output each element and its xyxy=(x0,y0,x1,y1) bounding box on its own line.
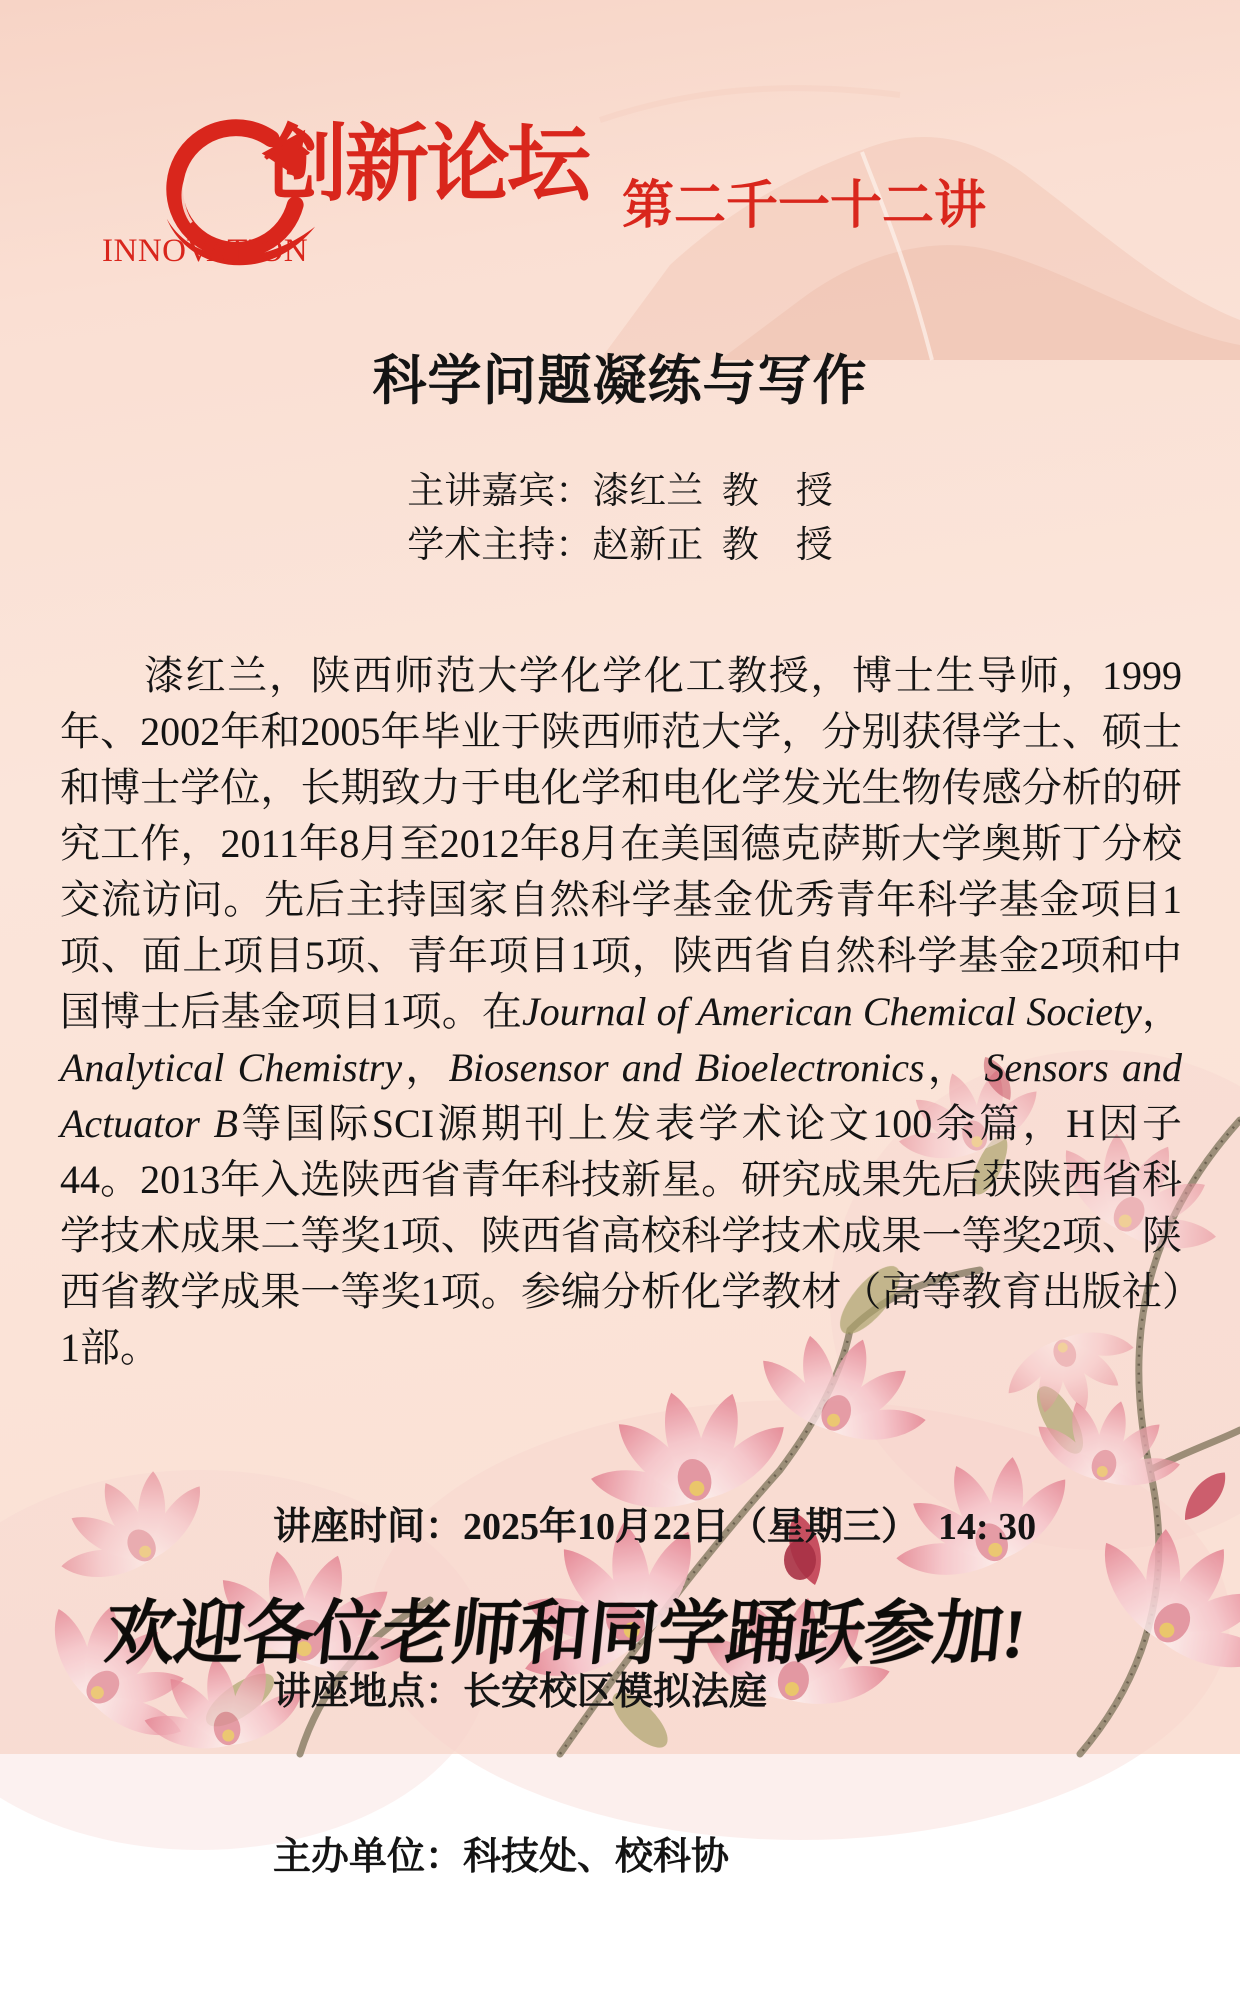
organizer-label: 主办单位： xyxy=(273,1836,464,1878)
time-value: 2025年10月22日（星期三） 14: 30 xyxy=(463,1506,1037,1548)
organizer-value: 科技处、校科协 xyxy=(463,1836,730,1878)
forum-name: 创新论坛 xyxy=(264,117,589,211)
bio-text: 漆红兰，陕西师范大学化学化工教授，博士生导师，1999年、2002年和2005年毕业于陕西师范大学，分别获得学士、硕士和博士学位，长期致力于电化学和电化学发光生物传感分析的研究工作，2011年8月至2012年8月在美国德克萨斯大学奥斯丁分校交流访问。先后主持国家自然科学基金优秀青年科学基金项目1项、面上项目5项、青年项目1项，陕西省自然科学基金2项和中国博士后基金项目1项。在Journal of American Chemical Society，Analytical Chemistry，Biosensor and Bioelectronics， Sensors and Actuator B等国际SCI源期刊上发表学术论文100余篇，H因子44。2013年入选陕西省青年科技新星。研究成果先后获陕西省科学技术成果二等奖1项、陕西省高校科学技术成果一等奖2项、陕西省教学成果一等奖1项。参编分析化学教材（高等教育出版社）1部。 xyxy=(60,653,1183,1370)
host-line: 学术主持：赵新正 教 授 xyxy=(407,525,833,566)
logo-caption: INNOVATION xyxy=(102,233,309,269)
lecture-number: 第二千一十二讲 xyxy=(622,177,987,235)
venue-label: 讲座地点： xyxy=(273,1671,464,1713)
lecture-title: 科学问题凝练与写作 xyxy=(372,351,868,411)
lecture-details xyxy=(273,1390,1036,1995)
venue-value: 长安校区模拟法庭 xyxy=(463,1671,768,1713)
time-label: 讲座时间： xyxy=(273,1506,464,1548)
speaker-line: 主讲嘉宾：漆红兰 教 授 xyxy=(407,471,833,512)
venue-row xyxy=(273,1665,1036,1720)
welcome-message: 欢迎各位老师和同学踊跃参加! xyxy=(101,1596,1029,1673)
time-row xyxy=(273,1500,1036,1555)
organizer-row xyxy=(273,1830,1036,1885)
